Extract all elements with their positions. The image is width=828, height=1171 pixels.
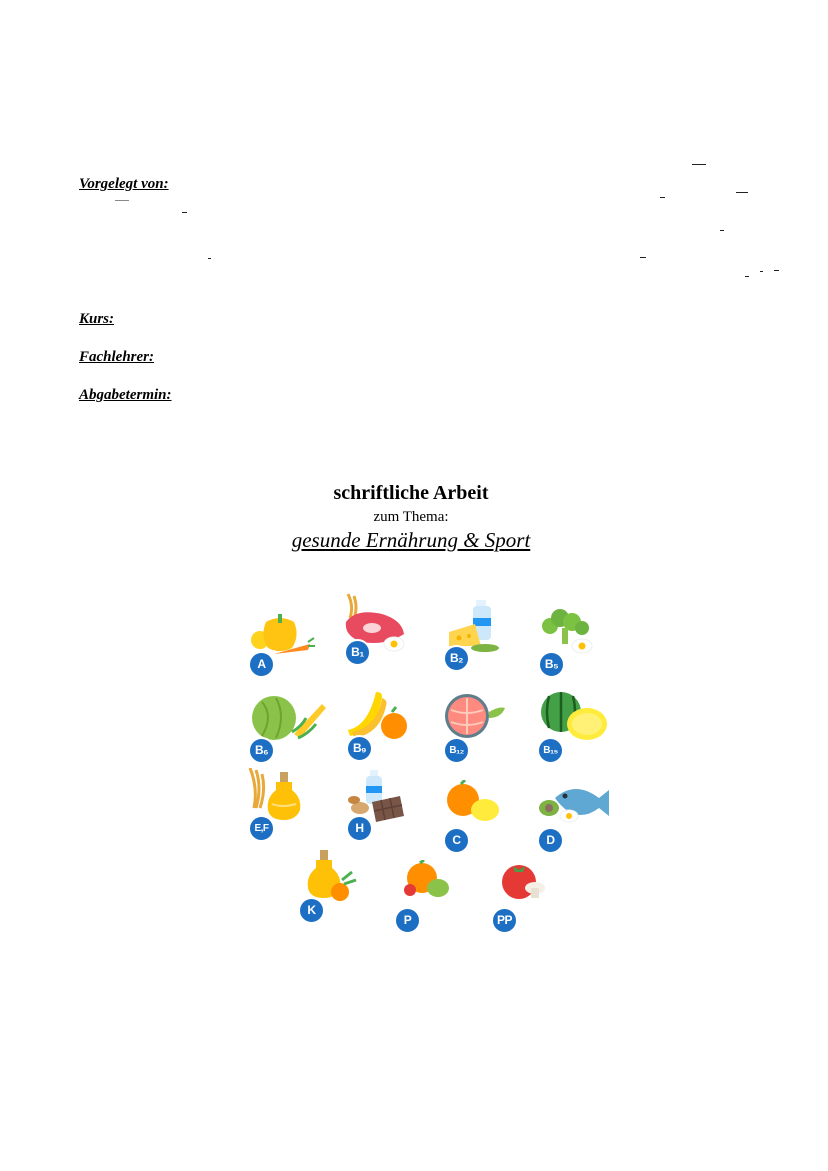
- vitamin-b1: [342, 592, 414, 668]
- redaction-speck: [640, 257, 646, 258]
- vitamin-b12: [441, 690, 513, 766]
- redaction-speck: [774, 270, 779, 271]
- document-subtitle: zum Thema:: [373, 509, 449, 525]
- redaction-speck: [115, 200, 129, 201]
- vitamin-k: [296, 850, 368, 926]
- vitamin-b15: [535, 690, 607, 766]
- vitamin-badge: K: [298, 897, 325, 924]
- vitamin-h: [344, 768, 416, 844]
- vitamin-b6: [246, 690, 318, 766]
- vitamin-badge: PP: [491, 907, 518, 934]
- redaction-speck: [208, 258, 211, 259]
- teacher-label: Fachlehrer:: [79, 349, 154, 365]
- course-label: Kurs:: [79, 311, 115, 327]
- vitamin-badge: E,F: [248, 815, 275, 842]
- vitamin-pp: [489, 860, 561, 936]
- vitamin-badge: B₉: [346, 735, 373, 762]
- document-title: schriftliche Arbeit: [333, 482, 489, 504]
- vitamin-badge: B₆: [248, 737, 275, 764]
- vitamin-badge: A: [248, 651, 275, 678]
- redaction-speck: [660, 197, 665, 198]
- vitamin-badge: B₅: [538, 651, 565, 678]
- redaction-speck: [760, 271, 763, 272]
- vitamin-c: [441, 780, 513, 856]
- document-topic: gesunde Ernährung & Sport: [291, 528, 531, 552]
- vitamin-badge: P: [394, 907, 421, 934]
- vitamin-b2: [441, 598, 513, 674]
- vitamin-badge: B₁₂: [443, 737, 470, 764]
- redaction-speck: [745, 276, 749, 277]
- redaction-speck: [692, 164, 706, 165]
- redaction-speck: [736, 192, 748, 193]
- redaction-speck: [182, 212, 187, 213]
- vitamin-badge: B₂: [443, 645, 470, 672]
- vitamin-d: [535, 780, 607, 856]
- vitamin-badge: C: [443, 827, 470, 854]
- due-date-label: Abgabetermin:: [79, 387, 172, 403]
- vitamin-b5: [536, 604, 608, 680]
- vitamin-badge: B₁₅: [537, 737, 564, 764]
- vitamin-badge: D: [537, 827, 564, 854]
- redaction-speck: [720, 230, 724, 231]
- vitamin-ef: [246, 768, 318, 844]
- vitamin-p: [392, 860, 464, 936]
- vitamin-badge: H: [346, 815, 373, 842]
- vitamin-badge: B₁: [344, 639, 371, 666]
- submitted-by-label: Vorgelegt von:: [79, 176, 169, 192]
- vitamin-a: [246, 604, 318, 680]
- vitamin-b9: [344, 688, 416, 764]
